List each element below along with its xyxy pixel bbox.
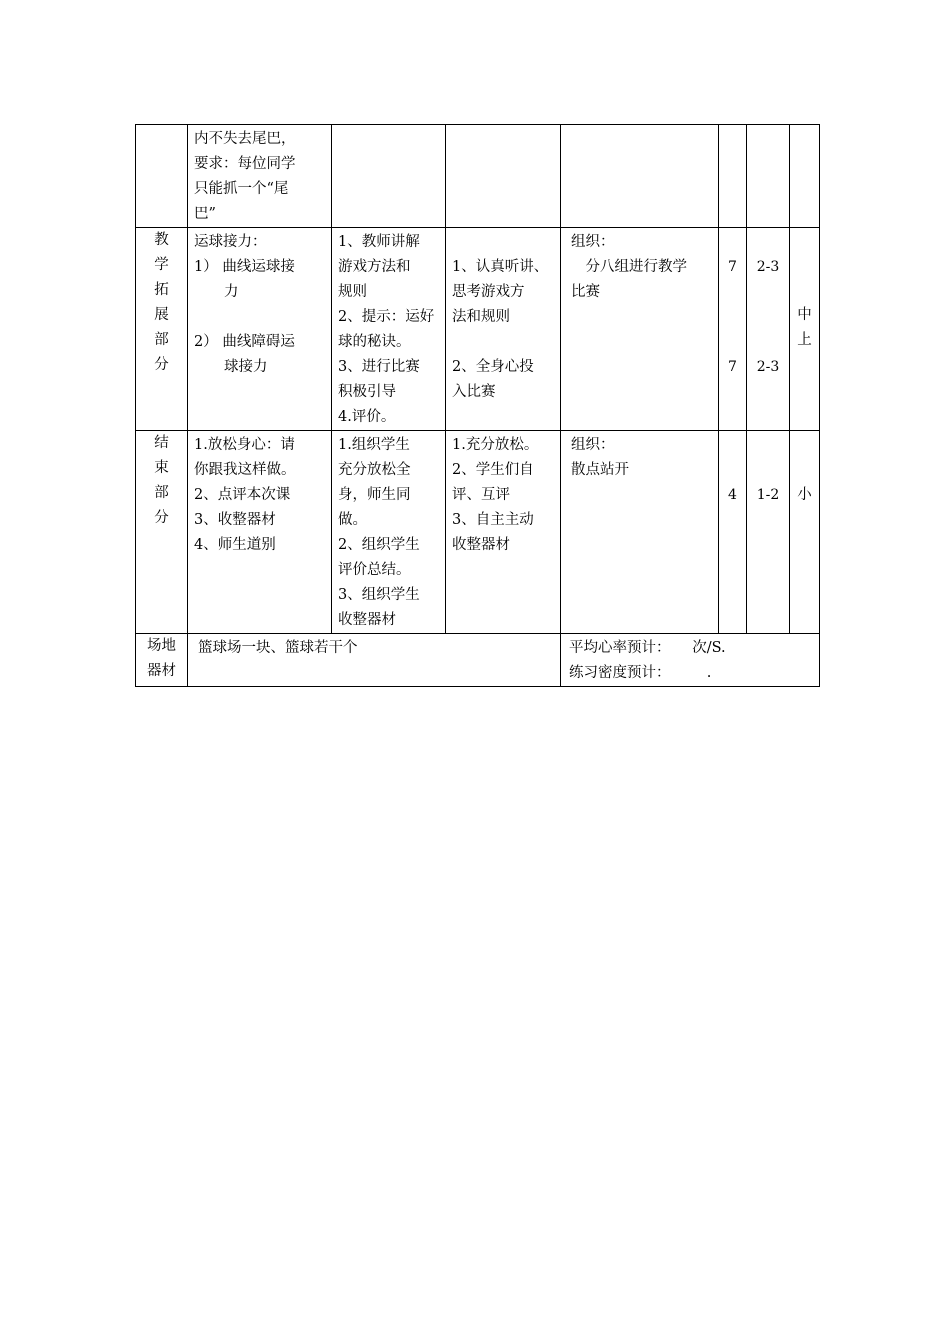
organization-cell-empty <box>561 125 719 228</box>
intensity-cell: 中 上 <box>790 228 820 431</box>
section-label-extension: 教 学 拓 展 部 分 <box>136 228 188 431</box>
times-cell: 4 <box>719 431 747 634</box>
duration-cell: 2-3 2-3 <box>747 228 790 431</box>
student-cell-empty <box>446 125 561 228</box>
equipment-cell: 篮球场一块、篮球若干个 <box>188 634 561 687</box>
section-label-ending: 结 束 部 分 <box>136 431 188 634</box>
content-line: 内不失去尾巴， <box>194 131 296 147</box>
table-row-continuation <box>136 125 820 228</box>
density-estimate: 练习密度预计： . <box>569 665 712 681</box>
content-line: 要求：每位同学 <box>194 156 296 172</box>
times-cell-empty <box>719 125 747 228</box>
estimates-cell <box>561 634 820 687</box>
student-cell: 1.充分放松。 2、学生们自 评、互评 3、自主主动 收整器材 <box>446 431 561 634</box>
content-cell <box>188 125 332 228</box>
teacher-cell-empty <box>332 125 446 228</box>
teacher-cell: 1.组织学生 充分放松全 身，师生同 做。 2、组织学生 评价总结。 3、组织学生 收整器材 <box>332 431 446 634</box>
content-cell: 运球接力： 1） 曲线运球接 力 2） 曲线障碍运 球接力 <box>188 228 332 431</box>
intensity-cell-empty <box>790 125 820 228</box>
venue-label: 场地 器材 <box>136 634 188 687</box>
duration-cell: 1-2 <box>747 431 790 634</box>
content-line: 只能抓一个“尾 <box>194 181 289 197</box>
organization-cell: 组织： 散点站开 <box>561 431 719 634</box>
lesson-plan-table <box>135 124 820 687</box>
table-row-venue <box>136 634 820 687</box>
table-row-ending <box>136 431 820 634</box>
content-cell: 1.放松身心：请 你跟我这样做。 2、点评本次课 3、收整器材 4、师生道别 <box>188 431 332 634</box>
section-cell-empty <box>136 125 188 228</box>
teacher-cell: 1、教师讲解 游戏方法和 规则 2、提示：运好 球的秘诀。 3、进行比赛 积极引导 4.评价。 <box>332 228 446 431</box>
heart-rate-estimate: 平均心率预计： 次/S. <box>569 640 726 656</box>
student-cell: 1、认真听讲、 思考游戏方 法和规则 2、全身心投 入比赛 <box>446 228 561 431</box>
times-cell: 7 7 <box>719 228 747 431</box>
table-row-extension <box>136 228 820 431</box>
organization-cell: 组织： 分八组进行教学 比赛 <box>561 228 719 431</box>
content-line: 巴” <box>194 206 216 222</box>
intensity-cell: 小 <box>790 431 820 634</box>
duration-cell-empty <box>747 125 790 228</box>
